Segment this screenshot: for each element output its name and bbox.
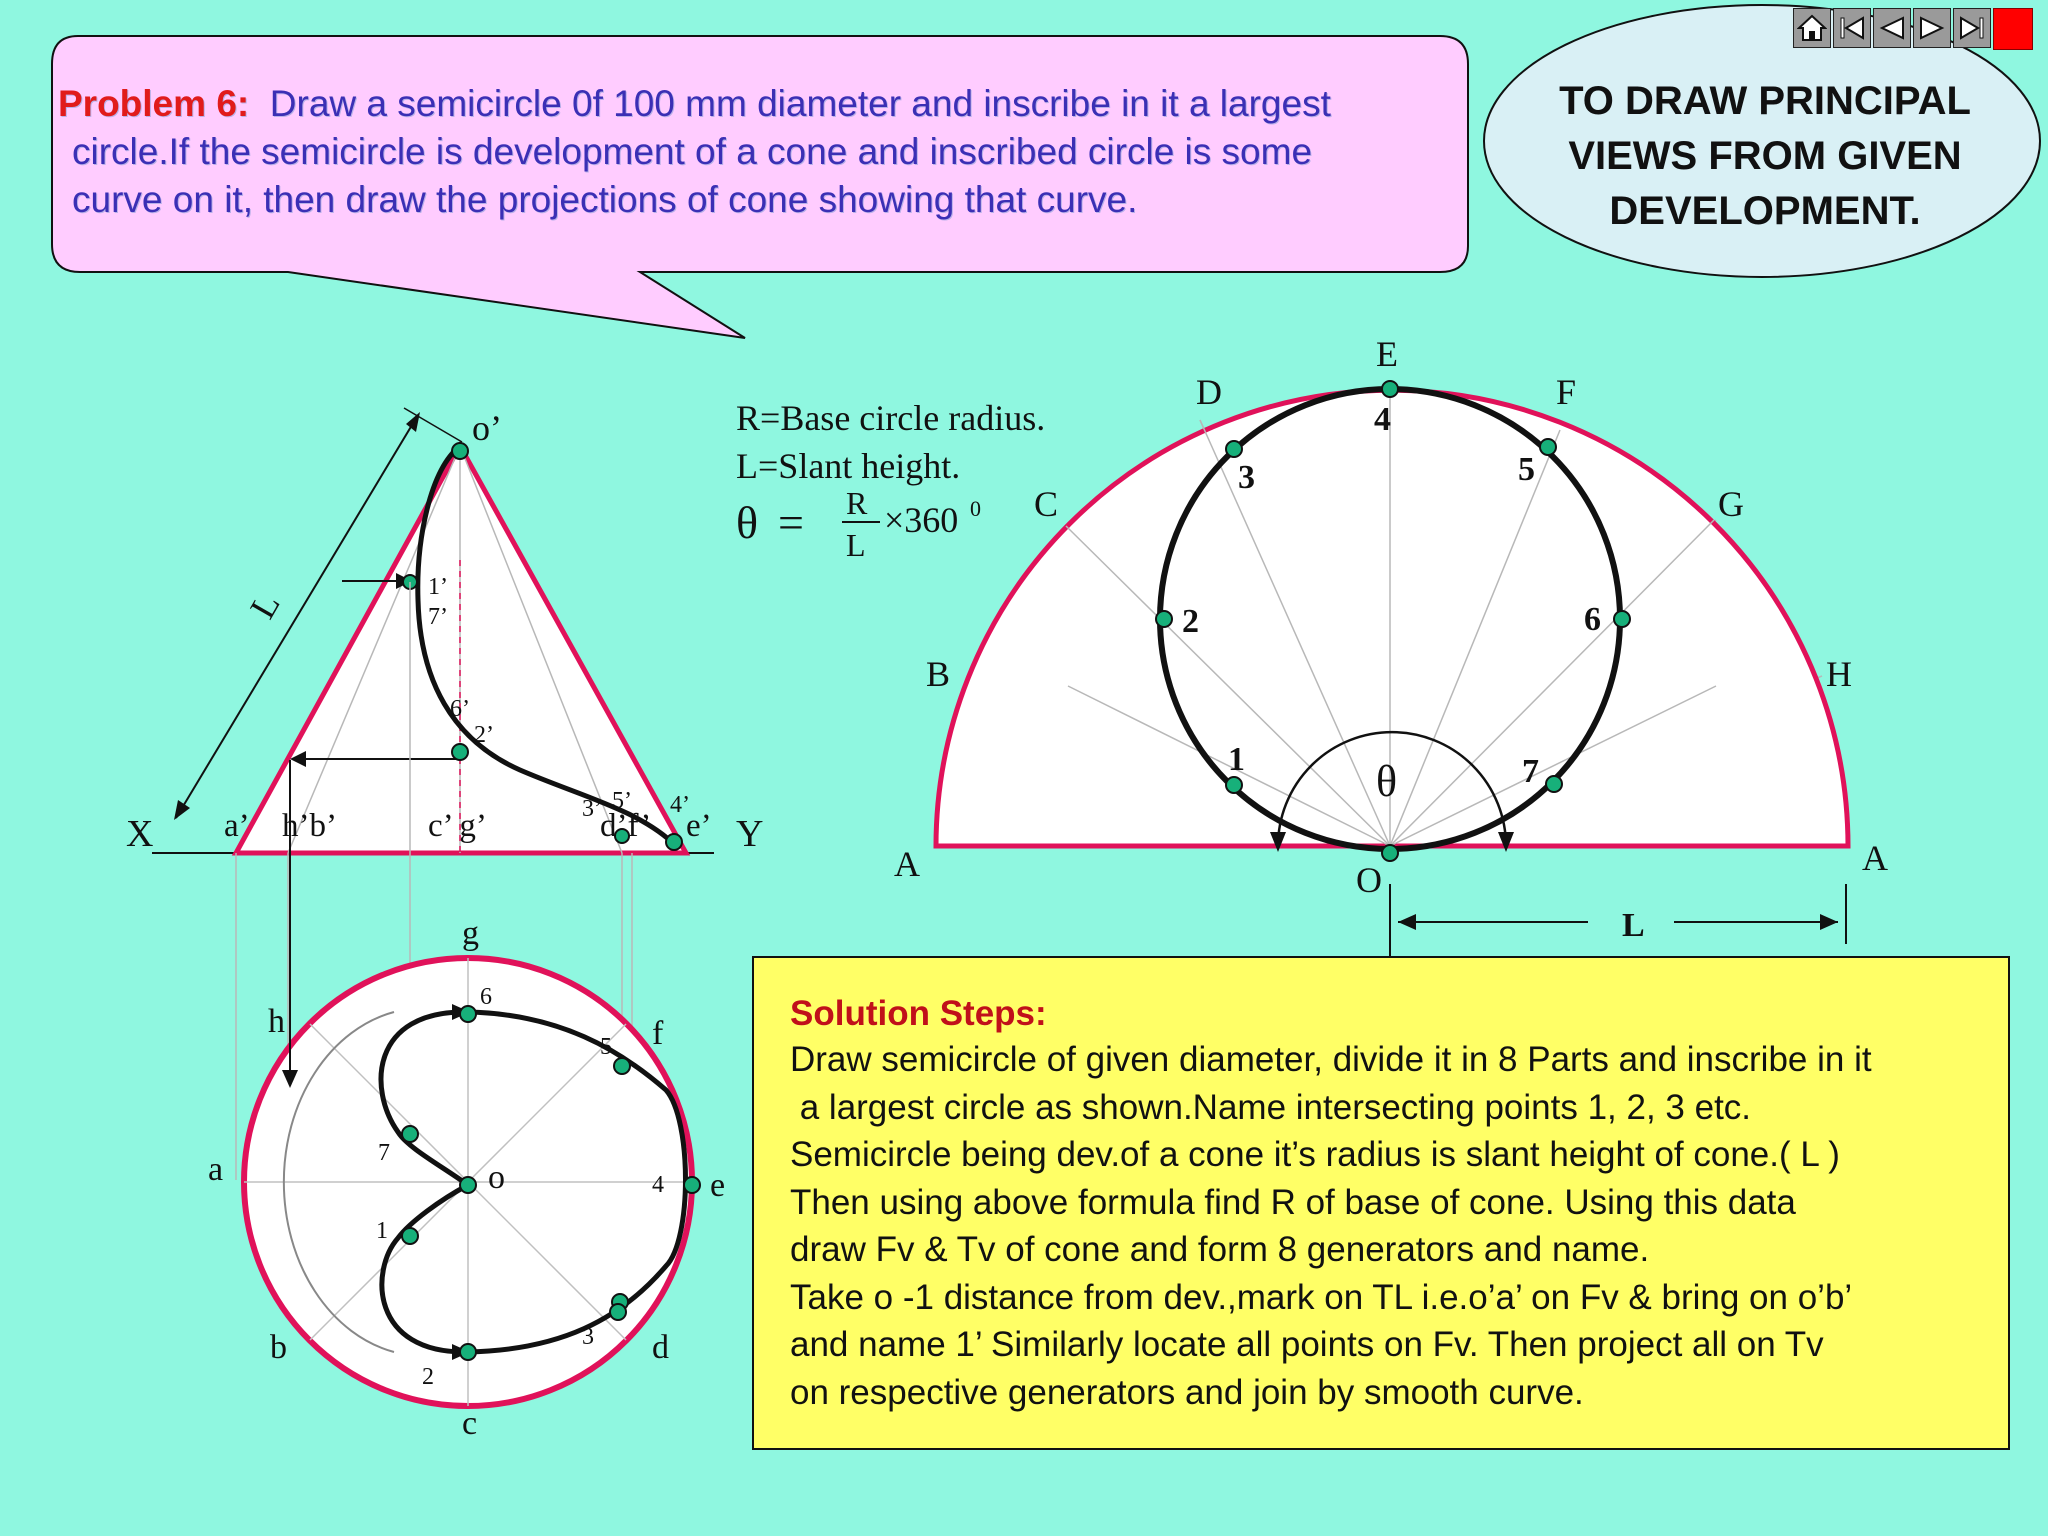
solution-line-5: draw Fv & Tv of cone and form 8 generators and name.	[790, 1230, 1650, 1269]
front-view	[152, 408, 714, 853]
tv-num-1: 1	[376, 1218, 388, 1244]
dev-num-7: 7	[1522, 753, 1539, 790]
problem-statement	[58, 80, 1458, 224]
problem-line-2: circle.If the semicircle is development of a cone and inscribed circle is some	[72, 131, 1313, 172]
dev-point-2	[1156, 611, 1172, 627]
title-line-3: DEVELOPMENT.	[1609, 189, 1921, 233]
dev-point-3	[1226, 441, 1242, 457]
solution-heading: Solution Steps:	[790, 994, 1047, 1033]
problem-line-1-text: Draw a semicircle 0f 100 mm diameter and inscribe in it a largest	[269, 83, 1331, 124]
title-text	[1500, 74, 2030, 239]
tv-num-3: 3	[582, 1324, 594, 1350]
dev-point-4	[1382, 381, 1398, 397]
formula-denominator: L	[846, 527, 866, 563]
tv-point-6	[460, 1006, 476, 1022]
title-line-1: TO DRAW PRINCIPAL	[1559, 79, 1971, 123]
tv-point-7	[402, 1126, 418, 1142]
dev-label-o: O	[1356, 860, 1382, 900]
slide-navigation	[1793, 8, 2033, 50]
previous-icon[interactable]	[1873, 8, 1911, 48]
formula-numerator: R	[846, 485, 868, 521]
tv-label-g: g	[462, 915, 479, 952]
dev-label-b: B	[926, 654, 951, 694]
solution-line-8: on respective generators and join by smooth curve.	[790, 1372, 1584, 1412]
fv-base-e: e’	[686, 808, 712, 844]
dev-label-a-left: A	[894, 844, 920, 884]
dev-length: L	[1622, 907, 1645, 944]
solution-line-2: a largest circle as shown.Name intersecting points 1, 2, 3 etc.	[790, 1087, 1752, 1127]
fv-base-5: 5’	[612, 788, 632, 814]
dev-theta: θ	[1376, 757, 1398, 806]
tv-point-4	[684, 1177, 700, 1193]
tv-label-h: h	[268, 1003, 285, 1040]
tv-point-3b	[610, 1304, 626, 1320]
tv-point-2	[460, 1344, 476, 1360]
fv-base-df: d’f’	[600, 808, 652, 844]
solution-line-6: Take o -1 distance from dev.,mark on TL i.e.o’a’ on Fv & bring on o’b’	[790, 1277, 1853, 1317]
tv-num-2: 2	[422, 1364, 434, 1390]
last-icon[interactable]	[1953, 8, 1991, 48]
development-view	[936, 381, 1848, 956]
dev-label-h: H	[1826, 654, 1852, 694]
fv-base-4: 4’	[670, 792, 690, 818]
dev-point-7	[1546, 776, 1562, 792]
tv-num-5: 5	[600, 1034, 612, 1060]
formula-equals: =	[778, 497, 804, 548]
fv-apex-label: o’	[472, 408, 502, 448]
tv-label-b: b	[270, 1329, 287, 1366]
fv-base-a: a’	[224, 808, 250, 844]
dev-num-4: 4	[1374, 401, 1391, 438]
fv-curve-7: 7’	[428, 604, 448, 630]
first-icon[interactable]	[1833, 8, 1871, 48]
tv-num-4: 4	[652, 1172, 664, 1198]
fv-y-label: Y	[736, 813, 764, 855]
fv-point-2-6	[452, 744, 468, 760]
fv-base-cg: c’ g’	[428, 808, 487, 844]
formula-degree: 0	[970, 496, 981, 521]
fv-slant-label: L	[242, 586, 288, 626]
home-icon[interactable]	[1793, 8, 1831, 48]
dev-label-d: D	[1196, 372, 1222, 412]
fv-point-o	[452, 443, 468, 459]
tv-label-c: c	[462, 1405, 478, 1442]
tv-point-o	[460, 1177, 476, 1193]
dev-num-3: 3	[1238, 459, 1255, 496]
fv-x-label: X	[126, 813, 154, 855]
fv-curve-2: 2’	[474, 722, 494, 748]
dev-num-1: 1	[1228, 741, 1245, 778]
dev-label-f: F	[1556, 372, 1577, 412]
dev-point-1	[1226, 777, 1242, 793]
dev-label-a-right: A	[1862, 838, 1888, 878]
dev-num-5: 5	[1518, 451, 1535, 488]
stop-icon[interactable]	[1993, 8, 2033, 50]
dev-point-o	[1382, 845, 1398, 861]
dev-num-2: 2	[1182, 603, 1199, 640]
tv-label-o: o	[488, 1159, 505, 1196]
next-icon[interactable]	[1913, 8, 1951, 48]
solution-steps	[752, 956, 2010, 1450]
tv-label-a: a	[208, 1151, 224, 1188]
solution-line-1: Draw semicircle of given diameter, divide it in 8 Parts and inscribe in it	[790, 1040, 1872, 1079]
formula-theta: θ	[736, 497, 759, 548]
tv-label-e: e	[710, 1167, 726, 1204]
dev-label-e: E	[1376, 334, 1398, 374]
tv-point-5	[614, 1058, 630, 1074]
formula-times: ×360	[884, 500, 959, 540]
fv-base-hb: h’b’	[282, 808, 337, 844]
problem-label: Problem 6:	[58, 83, 250, 124]
fv-curve-1: 1’	[428, 574, 448, 600]
tv-num-7: 7	[378, 1140, 390, 1166]
fv-curve-6: 6’	[450, 696, 470, 722]
title-line-2: VIEWS FROM GIVEN	[1568, 134, 1962, 178]
dev-point-5	[1540, 439, 1556, 455]
tv-num-6: 6	[480, 984, 492, 1010]
dev-label-g: G	[1718, 484, 1744, 524]
problem-line-1	[58, 80, 1458, 128]
tv-label-f: f	[652, 1015, 664, 1052]
fv-base-3: 3’	[582, 796, 602, 822]
formula-l-def: L=Slant height.	[736, 446, 961, 486]
dev-num-6: 6	[1584, 601, 1601, 638]
tv-point-1	[402, 1228, 418, 1244]
dev-label-c: C	[1034, 484, 1059, 524]
formula-r-def: R=Base circle radius.	[736, 398, 1046, 438]
solution-line-4: Then using above formula find R of base of cone. Using this data	[790, 1182, 1796, 1222]
tv-label-d: d	[652, 1329, 669, 1366]
solution-line-7: and name 1’ Similarly locate all points on Fv. Then project all on Tv	[790, 1325, 1824, 1364]
dev-point-6	[1614, 611, 1630, 627]
problem-line-3: curve on it, then draw the projections of cone showing that curve.	[72, 179, 1138, 220]
solution-line-3: Semicircle being dev.of a cone it’s radius is slant height of cone.( L )	[790, 1135, 1840, 1174]
fv-point-4	[666, 834, 682, 850]
